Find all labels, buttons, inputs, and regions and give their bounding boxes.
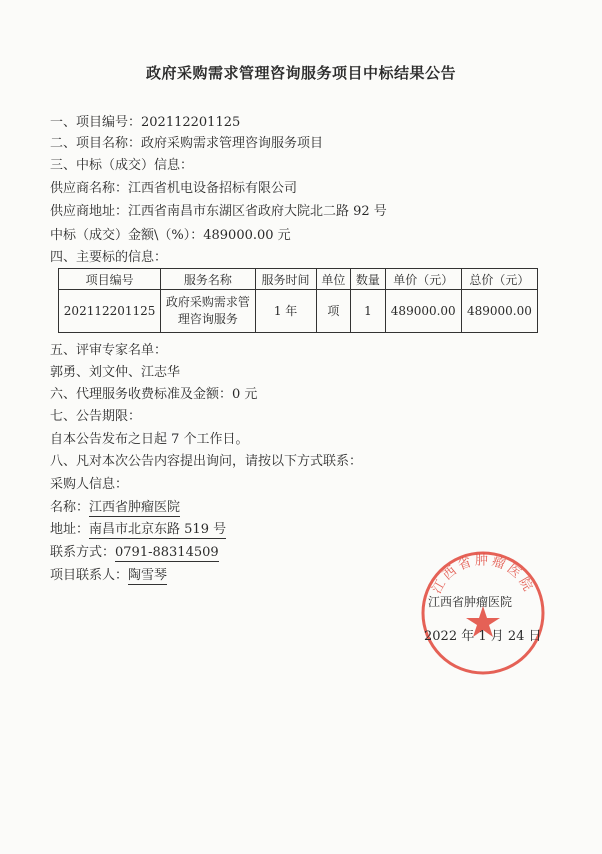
announcement-date: 2022 年 1 月 24 日 <box>424 629 542 644</box>
buyer-address: 南昌市北京东路 519 号 <box>89 522 227 537</box>
cell-project-number: 202112201125 <box>59 290 161 333</box>
contact-person-row <box>50 568 167 584</box>
cell-unit: 项 <box>316 290 351 333</box>
header-project-number: 项目编号 <box>59 269 161 290</box>
experts-heading: 五、评审专家名单： <box>50 343 168 358</box>
cell-service-name: 政府采购需求管理咨询服务 <box>161 290 255 333</box>
page-title: 政府采购需求管理咨询服务项目中标结果公告 <box>145 64 456 82</box>
main-items-heading: 四、主要标的信息： <box>50 250 168 265</box>
buyer-phone-label: 联系方式： <box>50 545 116 560</box>
buyer-info-heading: 采购人信息： <box>50 477 129 492</box>
contact-person: 陶雪琴 <box>128 568 168 583</box>
award-info-heading: 三、中标（成交）信息： <box>50 158 194 173</box>
buyer-name: 江西省肿瘤医院 <box>89 500 181 515</box>
award-amount: 中标（成交）金额\（%）：489000.00 元 <box>50 228 291 243</box>
period-text: 自本公告发布之日起 7 个工作日。 <box>50 432 249 447</box>
experts-list: 郭勇、刘文仲、江志华 <box>50 365 181 380</box>
period-heading: 七、公告期限： <box>50 409 142 424</box>
items-table <box>58 268 538 333</box>
buyer-address-row <box>50 522 226 538</box>
contact-person-label: 项目联系人： <box>50 568 129 583</box>
contact-heading: 八、凡对本次公告内容提出询问，请按以下方式联系： <box>50 454 363 469</box>
project-name: 二、项目名称：政府采购需求管理咨询服务项目 <box>50 136 324 151</box>
supplier-name: 供应商名称：江西省机电设备招标有限公司 <box>50 181 298 196</box>
svg-text:江西省肿瘤医院: 江西省肿瘤医院 <box>429 553 537 597</box>
header-unit: 单位 <box>316 269 351 290</box>
table-header-row <box>59 269 538 290</box>
buyer-name-label: 名称： <box>50 500 90 515</box>
cell-unit-price: 489000.00 <box>385 290 461 333</box>
table-row <box>59 290 538 333</box>
supplier-address: 供应商地址：江西省南昌市东湖区省政府大院北二路 92 号 <box>50 204 387 219</box>
buyer-phone-row <box>50 545 219 561</box>
cell-service-time: 1 年 <box>255 290 316 333</box>
official-seal-icon <box>418 548 548 678</box>
project-number: 一、项目编号：202112201125 <box>50 115 241 130</box>
buyer-phone: 0791-88314509 <box>115 545 219 560</box>
cell-total-price: 489000.00 <box>461 290 537 333</box>
buyer-address-label: 地址： <box>50 522 90 537</box>
header-service-time: 服务时间 <box>255 269 316 290</box>
agency-fee: 六、代理服务收费标准及金额：0 元 <box>50 387 258 402</box>
header-service-name: 服务名称 <box>161 269 255 290</box>
header-unit-price: 单价（元） <box>385 269 461 290</box>
header-quantity: 数量 <box>351 269 386 290</box>
buyer-name-row <box>50 500 180 516</box>
signature-org: 江西省肿瘤医院 <box>428 595 513 609</box>
header-total-price: 总价（元） <box>461 269 537 290</box>
cell-quantity: 1 <box>351 290 386 333</box>
